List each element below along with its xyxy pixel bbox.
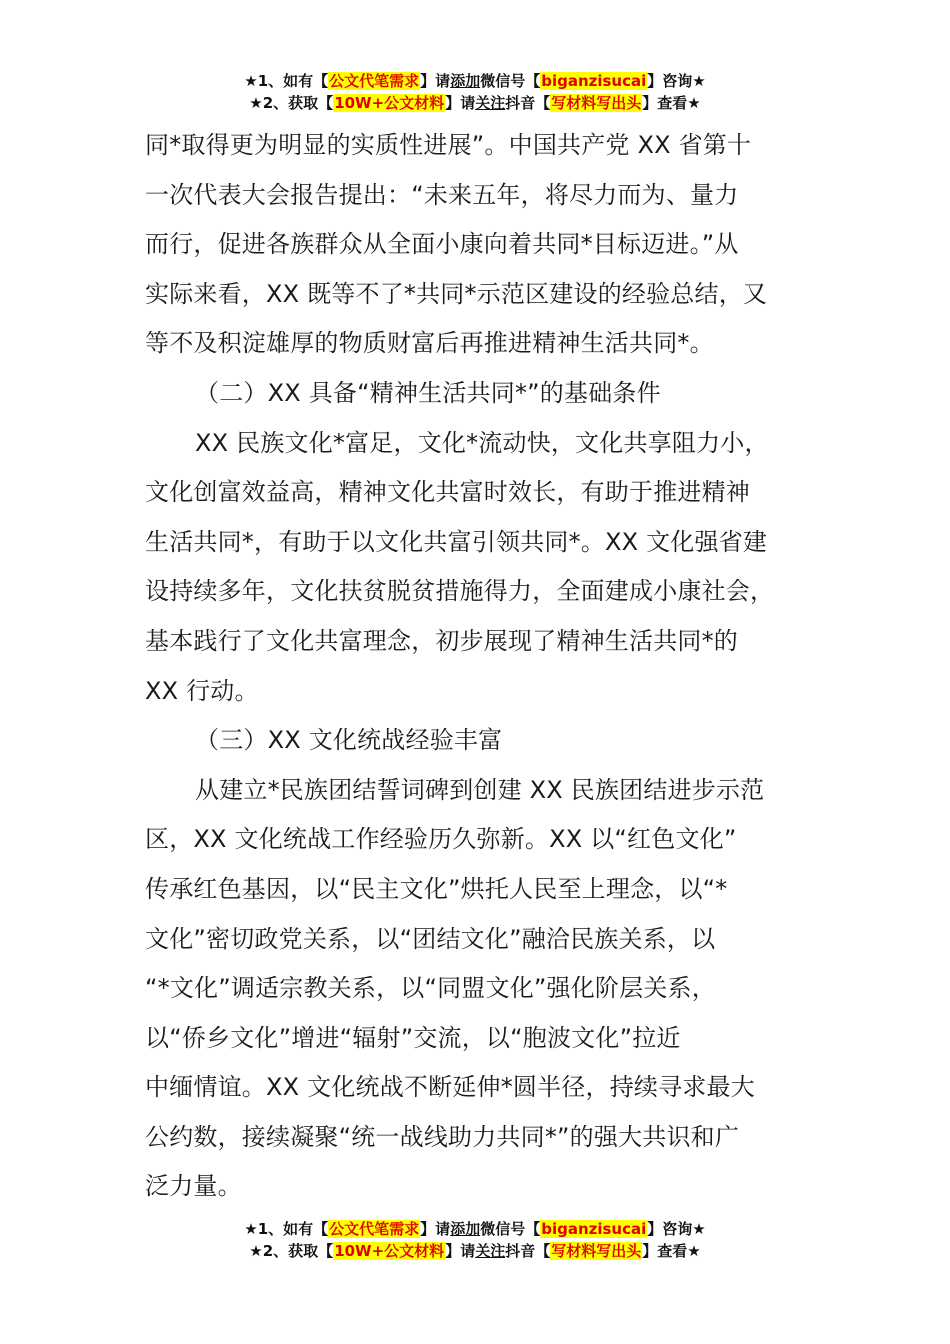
body-line: 以“侨乡文化”增进“辐射”交流，以“胞波文化”拉近 (145, 1023, 681, 1052)
banner-text: 微信号【 (480, 72, 541, 90)
body-line: 文化创富效益高，精神文化共富时效长，有助于推进精神 (145, 478, 750, 507)
banner-text: 】请 (445, 94, 476, 112)
body-line: XX 行动。 (145, 676, 259, 705)
banner-wechat-id: biganzisucai (541, 1220, 647, 1238)
banner-text: 】请 (445, 1242, 476, 1260)
banner-text: 微信号【 (480, 1220, 541, 1238)
banner-line-2 (0, 92, 950, 114)
banner-line-1 (0, 1218, 950, 1240)
body-line: 设持续多年，文化扶贫脱贫措施得力，全面建成小康社会， (145, 577, 775, 606)
banner-underline: 添加 (450, 72, 481, 90)
banner-text: 】查看★ (642, 1242, 701, 1260)
body-line: XX 民族文化*富足，文化*流动快，文化共享阻力小， (195, 428, 769, 457)
banner-text: ★1、如有【 (244, 1220, 329, 1238)
body-line: 等不及积淀雄厚的物质财富后再推进精神生活共同*。 (145, 329, 714, 358)
banner-douyin-name: 写材料写出头 (551, 94, 642, 112)
body-line: 区，XX 文化统战工作经验历久弥新。XX 以“红色文化” (145, 825, 737, 854)
banner-highlight: 10W+公文材料 (334, 94, 445, 112)
section-heading: （三）XX 文化统战经验丰富 (195, 726, 503, 755)
body-line: 泛力量。 (145, 1172, 242, 1201)
body-line: 传承红色基因，以“民主文化”烘托人民至上理念，以“* (145, 874, 728, 903)
body-line: 而行，促进各族群众从全面小康向着共同*目标迈进。”从 (145, 230, 739, 259)
banner-text: 】请 (420, 1220, 451, 1238)
banner-text: ★2、获取【 (249, 94, 334, 112)
banner-highlight: 公文代笔需求 (329, 1220, 420, 1238)
banner-wechat-id: biganzisucai (541, 72, 647, 90)
body-line: 中缅情谊。XX 文化统战不断延伸*圆半径，持续寻求最大 (145, 1073, 755, 1102)
banner-text: 】咨询★ (647, 72, 706, 90)
banner-text: 】查看★ (642, 94, 701, 112)
body-line: 基本践行了文化共富理念，初步展现了精神生活共同*的 (145, 626, 738, 655)
banner-text: 】请 (420, 72, 451, 90)
document-body (145, 121, 805, 1212)
body-line: “*文化”调适宗教关系，以“同盟文化”强化阶层关系， (145, 974, 716, 1003)
banner-text: ★1、如有【 (244, 72, 329, 90)
body-line: 实际来看，XX 既等不了*共同*示范区建设的经验总结，又 (145, 279, 768, 308)
body-line: 同*取得更为明显的实质性进展”。中国共产党 XX 省第十 (145, 131, 752, 159)
banner-highlight: 公文代笔需求 (329, 72, 420, 90)
banner-text: 】咨询★ (647, 1220, 706, 1238)
banner-underline: 关注 (475, 94, 506, 112)
banner-underline: 关注 (475, 1242, 506, 1260)
body-line: 一次代表大会报告提出：“未来五年，将尽力而为、量力 (145, 180, 739, 209)
header-banner (0, 70, 950, 114)
banner-line-2 (0, 1240, 950, 1262)
banner-douyin-name: 写材料写出头 (551, 1242, 642, 1260)
body-line: 从建立*民族团结誓词碑到创建 XX 民族团结进步示范 (195, 775, 765, 804)
section-heading: （二）XX 具备“精神生活共同*”的基础条件 (195, 378, 661, 407)
banner-highlight: 10W+公文材料 (334, 1242, 445, 1260)
banner-text: 抖音【 (505, 94, 551, 112)
body-line: 公约数，接续凝聚“统一战线助力共同*”的强大共识和广 (145, 1122, 740, 1151)
body-line: 生活共同*，有助于以文化共富引领共同*。XX 文化强省建 (145, 527, 768, 556)
body-line: 文化”密切政党关系，以“团结文化”融洽民族关系，以 (145, 924, 716, 953)
banner-text: ★2、获取【 (249, 1242, 334, 1260)
banner-underline: 添加 (450, 1220, 481, 1238)
footer-banner (0, 1218, 950, 1262)
banner-line-1 (0, 70, 950, 92)
banner-text: 抖音【 (505, 1242, 551, 1260)
